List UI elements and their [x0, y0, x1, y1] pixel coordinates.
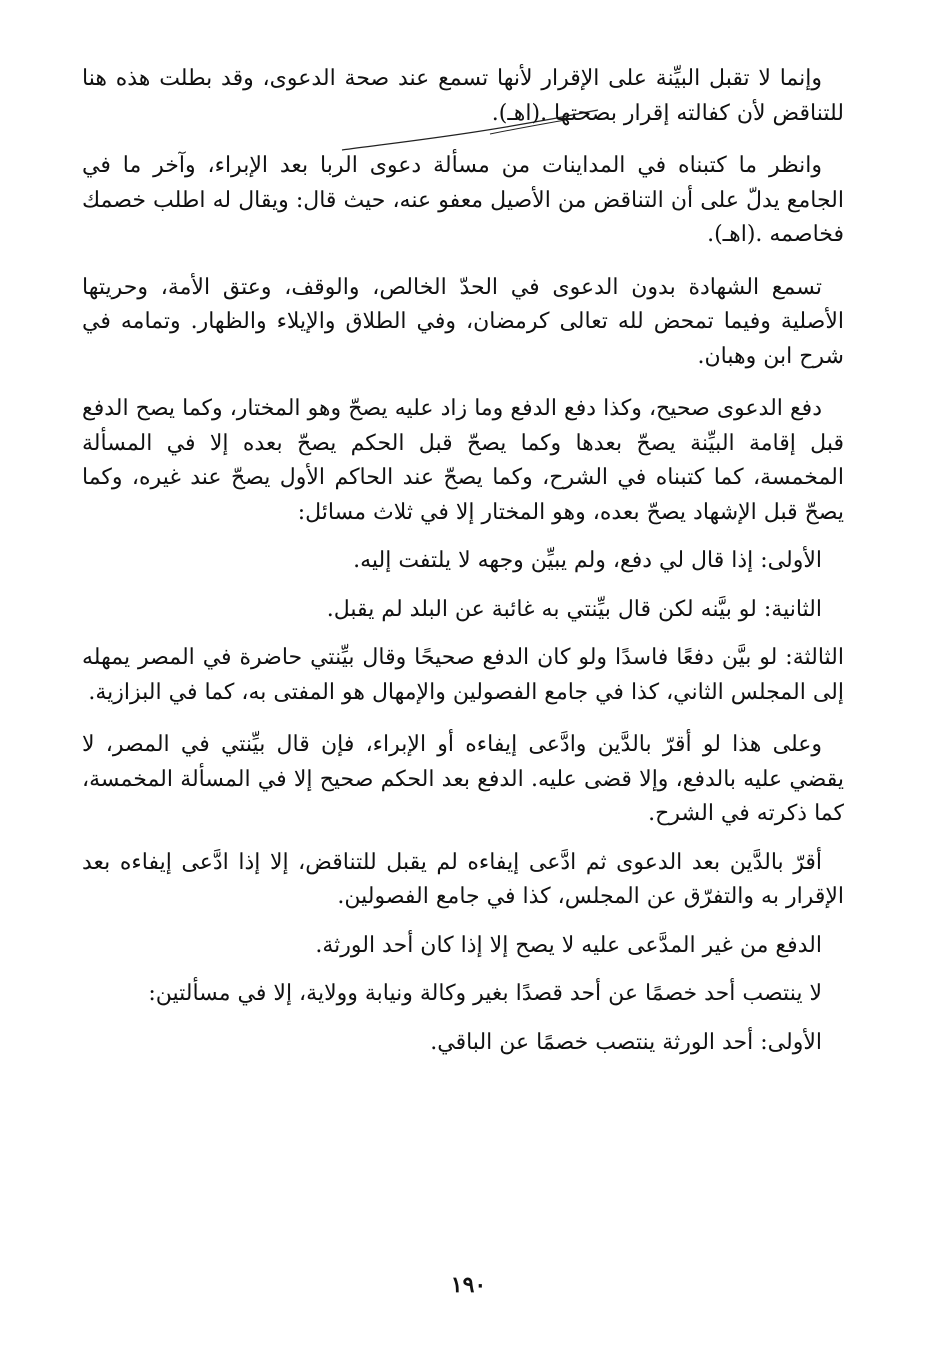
paragraph-10: الدفع من غير المدَّعى عليه لا يصح إلا إذا كان أحد الورثة.: [315, 932, 822, 958]
paragraph-9: أقرّ بالدَّين بعد الدعوى ثم ادَّعى إيفاءه لم يقبل للتناقض، إلا إذا ادَّعى إيفاءه بعد الإقرار به والتفرّق عن المجلس، كذا في جامع الفصولين.: [82, 849, 844, 909]
paragraph-5: الأولى: إذا قال لي دفع، ولم يبيِّن وجهه لا يلتفت إليه.: [353, 548, 822, 573]
paragraph-7: الثالثة: لو بيَّن دفعًا فاسدًا ولو كان الدفع صحيحًا وقال بيِّنتي حاضرة في المصر يمهله إلى المجلس الثاني، كذا في جامع الفصولين والإمهال هو المفتى به، كما في البزازية.: [82, 645, 844, 705]
paragraph-8: وعلى هذا لو أقرّ بالدَّين وادَّعى إيفاءه أو الإبراء، فإن قال بيِّنتي في المصر، لا يقضي عليه بالدفع، وإلا قضى عليه. الدفع بعد الحكم صحيح إلا في المسألة المخمسة، كما ذكرته في الشرح.: [82, 732, 844, 826]
paragraph-11: لا ينتصب أحد خصمًا عن أحد قصدًا بغير وكالة ونيابة وولاية، إلا في مسألتين:: [148, 981, 822, 1006]
paragraph-2: وانظر ما كتبناه في المداينات من مسألة دعوى الربا بعد الإبراء، وآخر ما في الجامع يدلّ على أن التناقض من الأصيل معفو عنه، حيث قال: ويقال له اطلب خصمك فخاصمه .(اهـ).: [82, 153, 844, 247]
paragraph-4: دفع الدعوى صحيح، وكذا دفع الدفع وما زاد عليه يصحّ وهو المختار، وكما يصح الدفع قبل إقامة البيِّنة يصحّ بعدها وكما يصحّ قبل الحكم يصحّ بعده إلا في المسألة المخمسة، كما كتبناه في الشرح، وكما يصحّ عند الحاكم الأول يصحّ عند غيره، وكما يصحّ قبل الإشهاد يصحّ بعده، وهو المختار إلا في ثلاث مسائل:: [82, 396, 844, 525]
paragraph-3: تسمع الشهادة بدون الدعوى في الحدّ الخالص، والوقف، وعتق الأمة، وحريتها الأصلية وفيما تمحض لله تعالى كرمضان، وفي الطلاق والإيلاء والظهار. وتمامه في شرح ابن وهبان.: [82, 274, 844, 369]
paragraph-6: الثانية: لو بيَّنه لكن قال بيِّنتي به غائبة عن البلد لم يقبل.: [326, 596, 822, 622]
paragraph-12: الأولى: أحد الورثة ينتصب خصمًا عن الباقي.: [430, 1029, 822, 1055]
page-body: [82, 62, 844, 1060]
paragraph-1: وإنما لا تقبل البيِّنة على الإقرار لأنها تسمع عند صحة الدعوى، وقد بطلت هذه هنا للتناقض لأن كفالته إقرار بصحتها .(اهـ).: [82, 66, 844, 126]
page-number: ١٩٠: [450, 1272, 487, 1298]
